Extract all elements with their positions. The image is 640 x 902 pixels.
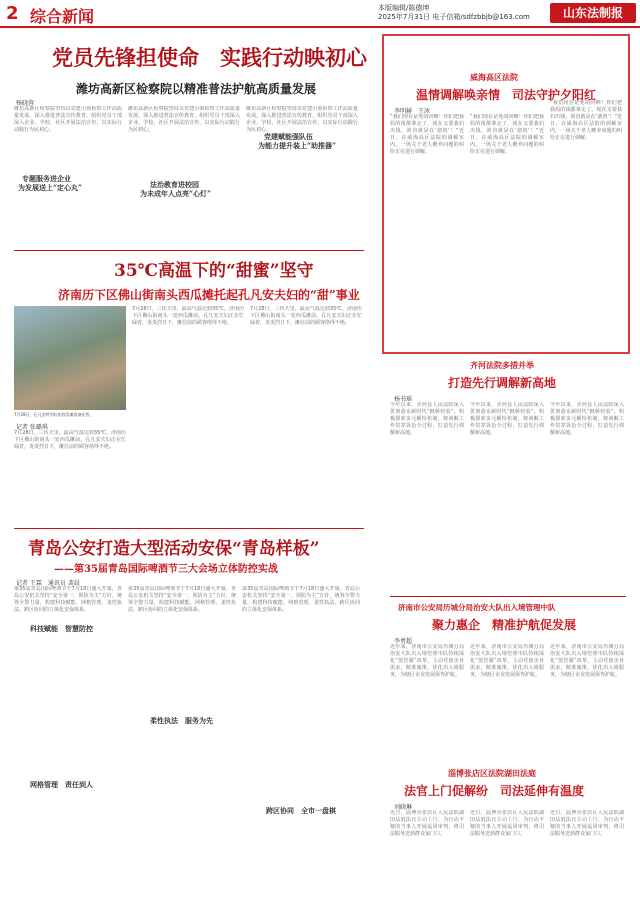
article5-byline: 李勇超 bbox=[394, 638, 413, 645]
photo-caption: 7月28日，孔凡安特列好的西瓜摊准备出售。 bbox=[14, 412, 94, 417]
article6-kicker: 淄博张店区法院湖田法庭 bbox=[448, 768, 536, 778]
article1-heading-a2: 为发展送上“定心丸” bbox=[18, 183, 83, 192]
article4-title: 打造先行调解新高地 bbox=[448, 376, 557, 390]
article3-heading-d: 跨区协同 全市一盘棋 bbox=[266, 806, 336, 815]
boxed-col3: “我们现在是死胡同啊！你们把我妈的钱都拿走了，现在又要我们出钱，简直就是在‘割肉’！”近日，在威海高区法院的调解室内，一场关于老人赡养问题的纠纷正在进行调解。 bbox=[550, 100, 622, 141]
article5-title-b: 聚力惠企 精准护航促发展 bbox=[432, 618, 577, 632]
watermelon-stall-photo bbox=[14, 306, 126, 410]
article6-col1: 近日，淄博市张店区人民法院湖田法庭法官主动上门，为行动不便的当事人开展巡回审判，将司法服务送到群众家门口。 bbox=[390, 810, 464, 837]
divider bbox=[14, 528, 364, 529]
boxed-title: 温情调解唤亲情 司法守护夕阳红 bbox=[416, 88, 597, 102]
article5-col2: 近年来，济南市公安局历城分局治安大队出入境管理中队持续深化“放管服”改革，主动对接企业需求，精准施策，优化出入境服务，为辖区企业发展保驾护航。 bbox=[470, 644, 544, 678]
boxed-kicker: 威海高区法院 bbox=[470, 72, 518, 82]
article5-title-a: 济南市公安局历城分局治安大队出入境管理中队 bbox=[398, 603, 556, 612]
article2-title: 35℃高温下的“甜蜜”坚守 bbox=[114, 261, 314, 281]
article1-col1: 潍坊高新区检察院坚持以党建引领检察工作高质量发展，深入推进普法宣传教育，组织党员干部深入企业、学校、社区开展法治宣传，以实际行动践行为民初心。 bbox=[14, 106, 122, 133]
article6-byline: 刘晓琳 bbox=[394, 804, 413, 811]
article1-heading-b2: 为未成年人点亮“心灯” bbox=[140, 189, 212, 198]
date-line: 2025年7月31日 电子信箱/sdfzbbjb@163.com bbox=[378, 13, 530, 21]
boxed-col2: “我们现在是死胡同啊！你们把我妈的钱都拿走了，现在又要我们出钱，简直就是在‘割肉’！”近日，在威海高区法院的调解室内，一场关于老人赡养问题的纠纷正在进行调解。 bbox=[470, 114, 544, 155]
article6-col3: 近日，淄博市张店区人民法院湖田法庭法官主动上门，为行动不便的当事人开展巡回审判，将司法服务送到群众家门口。 bbox=[550, 810, 624, 837]
article6-title: 法官上门促解纷 司法延伸有温度 bbox=[404, 784, 585, 798]
article3-col1: 第35届青岛国际啤酒节于7月18日盛大开幕，青岛公安机关坚持“安全第一、预防为主”方针，统筹全警力量，构建科技赋能、网格管理、柔性执法、跨区协同的立体化安保体系。 bbox=[14, 586, 122, 613]
article5-col3: 近年来，济南市公安局历城分局治安大队出入境管理中队持续深化“放管服”改革，主动对接企业需求，精准施策，优化出入境服务，为辖区企业发展保驾护航。 bbox=[550, 644, 624, 678]
article3-title: 青岛公安打造大型活动安保“青岛样板” bbox=[28, 539, 320, 559]
article2-byline: 记者 张璐琪 bbox=[16, 424, 48, 431]
article3-heading-a: 科技赋能 智慧防控 bbox=[30, 624, 93, 633]
article3-col3: 第35届青岛国际啤酒节于7月18日盛大开幕，青岛公安机关坚持“安全第一、预防为主”方针，统筹全警力量，构建科技赋能、网格管理、柔性执法、跨区协同的立体化安保体系。 bbox=[242, 586, 360, 613]
article1-col2: 潍坊高新区检察院坚持以党建引领检察工作高质量发展，深入推进普法宣传教育，组织党员干部深入企业、学校、社区开展法治宣传，以实际行动践行为民初心。 bbox=[128, 106, 240, 133]
boxed-col1: “我们现在是死胡同啊！你们把我妈的钱都拿走了，现在又要我们出钱，简直就是在‘割肉’！”近日，在威海高区法院的调解室内，一场关于老人赡养问题的纠纷正在进行调解。 bbox=[390, 114, 464, 155]
article4-byline: 杨书瑶 bbox=[394, 396, 413, 403]
article3-heading-b: 网格管理 责任到人 bbox=[30, 780, 93, 789]
article5-col1: 近年来，济南市公安局历城分局治安大队出入境管理中队持续深化“放管服”改革，主动对接企业需求，精准施策，优化出入境服务，为辖区企业发展保驾护航。 bbox=[390, 644, 464, 678]
article2-col1: 7月28日，三伏天里，最高气温达到35℃。济南历下区佛山街南头一处西瓜摊前，孔凡安夫妇正在忙碌着，炎炎烈日下，摊位前的顾客络绎不绝。 bbox=[14, 430, 126, 450]
article3-byline: 记者 王霖 通讯员 裴晨 bbox=[16, 580, 80, 587]
article1-col3: 潍坊高新区检察院坚持以党建引领检察工作高质量发展，深入推进普法宣传教育，组织党员干部深入企业、学校、社区开展法治宣传，以实际行动践行为民初心。 bbox=[246, 106, 358, 133]
article1-subtitle: 潍坊高新区检察院以精准普法护航高质量发展 bbox=[76, 82, 317, 96]
divider bbox=[390, 596, 626, 597]
article2-col3: 7月28日，三伏天里，最高气温达到35℃。济南历下区佛山街南头一处西瓜摊前，孔凡安夫妇正在忙碌着，炎炎烈日下，摊位前的顾客络绎不绝。 bbox=[250, 306, 362, 326]
boxed-byline: 李明赫 王冰 bbox=[394, 108, 431, 115]
article1-byline: 杨晓蓉 bbox=[16, 100, 35, 107]
newspaper-logo: 山东法制报 bbox=[550, 3, 636, 23]
article1-heading-a: 专题服务进企业 bbox=[22, 174, 71, 183]
article2-subtitle: 济南历下区佛山街南头西瓜摊托起孔凡安夫妇的“甜”事业 bbox=[58, 288, 360, 302]
article3-subtitle: ——第35届青岛国际啤酒节三大会场立体防控实战 bbox=[54, 564, 278, 575]
article1-heading-c: 党建赋能强队伍 bbox=[264, 132, 313, 141]
article1-title: 党员先锋担使命 实践行动映初心 bbox=[52, 45, 367, 70]
article4-col3: 今年以来，齐河县人民法院深入贯彻落实新时代“枫桥经验”，积极探索多元解纷机制，将调解工作贯穿诉讼全过程，打造先行调解新高地。 bbox=[550, 402, 624, 436]
page-number: 2 bbox=[6, 3, 19, 24]
article3-col2: 第35届青岛国际啤酒节于7月18日盛大开幕，青岛公安机关坚持“安全第一、预防为主”方针，统筹全警力量，构建科技赋能、网格管理、柔性执法、跨区协同的立体化安保体系。 bbox=[128, 586, 236, 613]
article4-col1: 今年以来，齐河县人民法院深入贯彻落实新时代“枫桥经验”，积极探索多元解纷机制，将调解工作贯穿诉讼全过程，打造先行调解新高地。 bbox=[390, 402, 464, 436]
article1-heading-b: 法治教育进校园 bbox=[150, 180, 199, 189]
divider bbox=[14, 250, 364, 251]
article6-col2: 近日，淄博市张店区人民法院湖田法庭法官主动上门，为行动不便的当事人开展巡回审判，将司法服务送到群众家门口。 bbox=[470, 810, 544, 837]
header-meta bbox=[378, 4, 530, 22]
page-header bbox=[0, 0, 640, 28]
article1-heading-c2: 为能力提升装上“助推器” bbox=[258, 141, 337, 150]
editor-line: 本版编辑/陈德坤 bbox=[378, 4, 430, 12]
article4-col2: 今年以来，齐河县人民法院深入贯彻落实新时代“枫桥经验”，积极探索多元解纷机制，将调解工作贯穿诉讼全过程，打造先行调解新高地。 bbox=[470, 402, 544, 436]
article4-kicker: 齐河法院多措并举 bbox=[470, 360, 534, 370]
section-title: 综合新闻 bbox=[30, 7, 95, 26]
article2-col2: 7月28日，三伏天里，最高气温达到35℃。济南历下区佛山街南头一处西瓜摊前，孔凡安夫妇正在忙碌着，炎炎烈日下，摊位前的顾客络绎不绝。 bbox=[132, 306, 244, 326]
article3-heading-c: 柔性执法 服务为先 bbox=[150, 716, 213, 725]
